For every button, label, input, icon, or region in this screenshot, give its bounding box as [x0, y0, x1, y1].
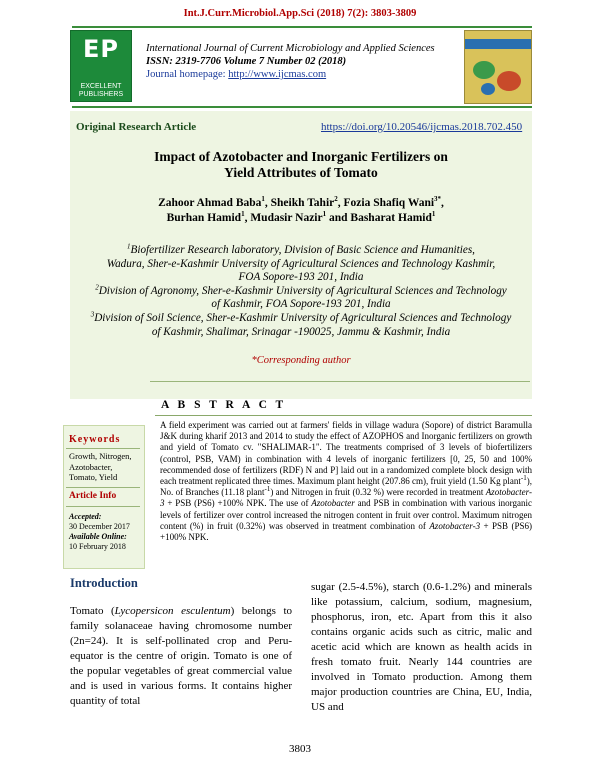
journal-info: [146, 42, 466, 81]
available-date: 10 February 2018: [69, 542, 126, 551]
abstract-part: and PSB in combination with various inorganic levels of fertilizer over control increased the nitrogen content in fruit over control. Maximum nitrogen content (%) in fruit (0.32%) was observed in treatment combination of: [160, 498, 532, 531]
affil-line: of Kashmir, Shalimar, Srinagar -190025, Jammu & Kashmir, India: [151, 325, 451, 338]
journal-name: International Journal of Current Microbiology and Applied Sciences: [146, 43, 435, 54]
affil-line: FOA Sopore-193 201, India: [238, 271, 364, 284]
sidebar-rule: [66, 448, 140, 449]
abstract-italic: Azotobacter-3: [429, 520, 481, 531]
article-dates: [69, 512, 141, 552]
abstract-sup: -1: [264, 485, 271, 494]
body-column-left: [70, 604, 292, 709]
introduction-heading: Introduction: [70, 576, 138, 590]
author-affil-sup: 1: [322, 210, 327, 219]
abstract-part: + PSB (PS6) +100% NPK.: [160, 520, 532, 543]
title-line-2: Yield Attributes of Tomato: [224, 165, 378, 180]
authors-line-1: [70, 196, 532, 211]
authors-line-2: [70, 211, 532, 226]
accepted-label: Accepted:: [69, 512, 102, 521]
accepted-date: 30 December 2017: [69, 522, 130, 531]
issn-line: ISSN: 2319-7706 Volume 7 Number 02 (2018): [146, 56, 347, 67]
affil-sup: 2: [95, 283, 99, 292]
affil-line: Division of Soil Science, Sher-e-Kashmir University of Agricultural Sciences and Technology: [94, 311, 512, 324]
abstract-part: + PSB (PS6) +100% NPK. The use of: [164, 498, 312, 509]
keywords-list: Growth, Nitrogen, Azotobacter, Tomato, Yield: [69, 451, 132, 482]
abstract-part: ) and Nitrogen in fruit (0.32 %) were recorded in treatment: [270, 487, 486, 498]
author-name: Sheikh Tahir: [270, 197, 335, 209]
affil-line: Biofertilizer Research laboratory, Division of Basic Science and Humanities,: [130, 244, 475, 256]
corresponding-author: *Corresponding author: [251, 355, 351, 366]
logo-letters: EP: [83, 35, 119, 63]
title-line-1: Impact of Azotobacter and Inorganic Fertilizers on: [154, 149, 448, 164]
header-top-rule: [72, 26, 532, 28]
body-italic: Lycopersicon esculentum: [114, 605, 231, 617]
article-type: Original Research Article: [76, 121, 197, 133]
author-affil-sup: 3*: [434, 195, 442, 204]
affil-line: of Kashmir, FOA Sopore-193 201, India: [211, 298, 391, 311]
abstract-italic: Azotobacter: [311, 498, 355, 509]
abstract-part: ), No. of Branches (11.18 plant: [160, 476, 532, 498]
author-affil-sup: 1: [261, 195, 265, 204]
publisher-logo: [70, 30, 132, 102]
article-title: [70, 149, 532, 181]
author-name: Zahoor Ahmad Baba: [158, 197, 262, 209]
affil-sup: 3: [90, 310, 95, 319]
author-list: [70, 196, 532, 226]
abstract-part: A field experiment was carried out at farmers' fields in village wadura (Sopore) of district Baramulla J&K during kharif 2013 and 2014 to study the effect of AZOPHOS and Inorganic fertilizers on growth and yield of Tomato cv. "SHALIMAR-1". The treatments comprised of 3 levels of biofertilizers (control, PSB, VAM) in combination with 4 levels of inorganic fertilizers [0, 25, 50 and 100% recommended dose of fertilizers (RDF) N and P] laid out in a randomized complete block design with each treatment replicated three times. Maximum plant height (207.86 cm), fruit yield (1.50 Kg plant: [160, 420, 532, 487]
abstract-text: [160, 420, 532, 543]
author-name: Basharat Hamid: [350, 212, 432, 224]
body-text: Tomato (: [70, 605, 115, 617]
author-name: Mudasir Nazir: [250, 212, 323, 224]
author-sep: ,: [337, 197, 344, 209]
abstract-italic: Azotobacter-3: [160, 487, 532, 509]
author-name: Fozia Shafiq Wani: [343, 197, 435, 209]
logo-text: EXCELLENT PUBLISHERS: [78, 83, 124, 98]
affil-sup: 1: [127, 242, 131, 251]
abstract-sup: -1: [520, 474, 527, 483]
affil-line: Wadura, Sher-e-Kashmir University of Agricultural Sciences and Technology Kashmir,: [106, 257, 496, 270]
affiliation-2: [70, 285, 532, 312]
doi-link[interactable]: https://doi.org/10.20546/ijcmas.2018.702.450: [321, 121, 523, 133]
affiliation-1: [70, 244, 532, 285]
homepage-label: Journal homepage:: [146, 69, 229, 80]
author-affil-sup: 1: [241, 210, 245, 219]
article-info-heading: Article Info: [69, 491, 117, 501]
author-sep: ,: [244, 212, 251, 224]
body-column-right: sugar (2.5-4.5%), starch (0.6-1.2%) and minerals like potassium, calcium, sodium, magnesium, phosphorus, iron, etc. Apart from this it also contains organic acids such as citric, malic and acetic acid which are known as health acids in fresh tomato fruit. Nearly 144 countries are involved in Tomato production. Among them major production countries are China, EU, India, US and: [311, 581, 532, 713]
affiliation-3: [70, 312, 532, 339]
affiliations: [70, 244, 532, 339]
author-name: Burhan Hamid: [166, 212, 242, 224]
homepage-link[interactable]: http://www.ijcmas.com: [228, 69, 327, 80]
author-sep: ,: [441, 197, 444, 209]
header-bottom-rule: [72, 106, 532, 108]
abstract-heading: A B S T R A C T: [161, 399, 287, 411]
panel-divider: [150, 381, 530, 382]
author-sep: ,: [264, 197, 271, 209]
journal-homepage: [146, 68, 466, 81]
affil-line: Division of Agronomy, Sher-e-Kashmir University of Agricultural Sciences and Technology: [98, 284, 507, 297]
page-number: 3803: [289, 743, 311, 755]
sidebar-rule: [66, 506, 140, 507]
keywords-heading: Keywords: [69, 434, 121, 445]
journal-citation: Int.J.Curr.Microbiol.App.Sci (2018) 7(2): 3803-3809: [183, 8, 417, 19]
author-affil-sup: 2: [334, 195, 338, 204]
journal-cover-image: [464, 30, 532, 104]
author-sep: and: [326, 212, 351, 224]
abstract-rule: [155, 415, 532, 416]
body-text: ) belongs to family solanaceae having chromosome number (2n=24). It is self-pollinated crop and Peru-equator is the centre of origin. Tomato is one of the popular vegetables of great commercial value and is used in various forms. It contains higher quantity of total: [70, 605, 293, 707]
author-affil-sup: 1: [431, 210, 436, 219]
available-label: Available Online:: [69, 532, 127, 541]
sidebar-rule: [66, 487, 140, 488]
